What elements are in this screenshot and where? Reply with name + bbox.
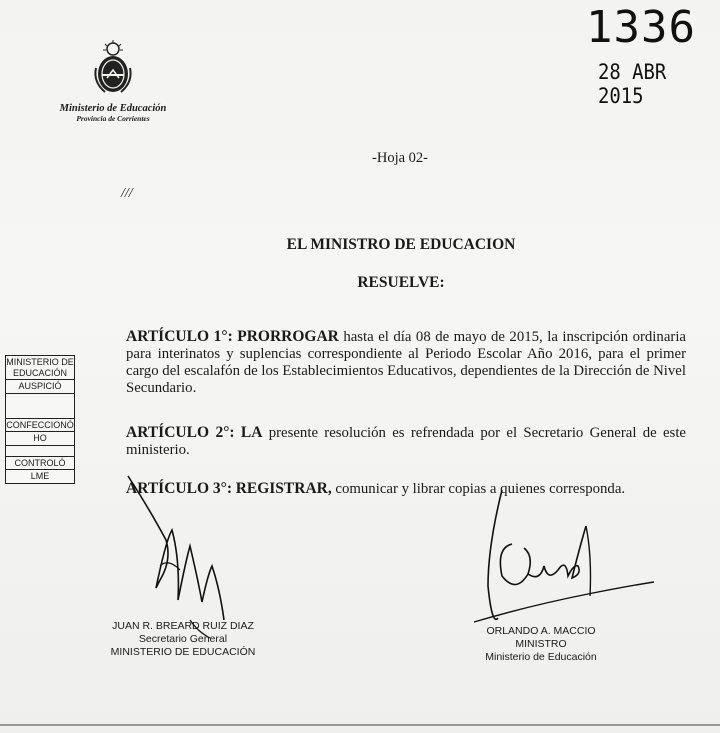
stamp-number: 1336 xyxy=(586,2,696,53)
article-1-verb: PRORROGAR xyxy=(237,328,339,345)
approval-box xyxy=(5,355,75,484)
article-3-text: comunicar y librar copias a quienes corresponda. xyxy=(331,481,626,497)
secretary-org: MINISTERIO DE EDUCACIÓN xyxy=(110,646,256,658)
approval-box-auspicio: AUSPICIÓ xyxy=(6,380,74,394)
secretary-name: JUAN R. BREARD RUIZ DIAZ xyxy=(112,620,254,632)
ministry-logo xyxy=(58,40,168,123)
signature-minister xyxy=(468,486,658,636)
minister-org: Ministerio de Educación xyxy=(485,651,597,663)
signature-block-minister xyxy=(466,625,616,664)
sheet-number: -Hoja 02- xyxy=(372,150,428,166)
approval-box-control: CONTROLÓ xyxy=(6,457,74,471)
document-title: EL MINISTRO DE EDUCACION xyxy=(286,236,516,253)
article-2-verb: LA xyxy=(240,424,263,441)
continuation-marker: /// xyxy=(121,186,133,201)
ministry-name: Ministerio de Educación xyxy=(59,103,167,114)
approval-box-lme: LME xyxy=(30,471,50,481)
approval-box-ministry: MINISTERIO DE EDUCACIÓN xyxy=(6,356,74,380)
article-3-number: ARTÍCULO 3°: xyxy=(126,480,232,497)
signature-block-secretary xyxy=(108,620,258,659)
stamp-date: 28 ABR 2015 xyxy=(598,60,667,108)
article-2-text: presente resolución es refrendada por el Secretario General de este ministerio. xyxy=(126,425,686,458)
approval-box-blank-2 xyxy=(6,446,74,457)
resolves-heading: RESUELVE: xyxy=(357,274,445,291)
article-3-verb: REGISTRAR, xyxy=(235,480,332,497)
page-edge xyxy=(0,724,720,726)
article-2-number: ARTÍCULO 2°: xyxy=(126,424,235,441)
article-1-text: hasta el día 08 de mayo de 2015, la inscripción ordinaria para interinatos y suplencias correspondiente al Periodo Escolar Año 2016, para el primer cargo del escalafón de los Establecimientos Educativos, dependientes de la Dirección de Nivel Secundario. xyxy=(126,329,686,396)
article-1-number: ARTÍCULO 1°: xyxy=(126,328,233,345)
approval-box-blank xyxy=(6,394,74,419)
minister-name: ORLANDO A. MACCIO xyxy=(486,625,596,637)
article-1 xyxy=(126,328,686,397)
approval-box-confeccion: CONFECCIONÓ xyxy=(6,419,74,433)
signature-secretary xyxy=(120,470,240,640)
secretary-role: Secretario General xyxy=(138,633,228,645)
coat-of-arms-icon xyxy=(91,40,135,96)
minister-role: MINISTRO xyxy=(515,638,567,650)
article-2 xyxy=(126,424,686,459)
approval-box-ho: HO xyxy=(6,432,74,446)
province-name: Provincia de Corrientes xyxy=(76,114,150,123)
